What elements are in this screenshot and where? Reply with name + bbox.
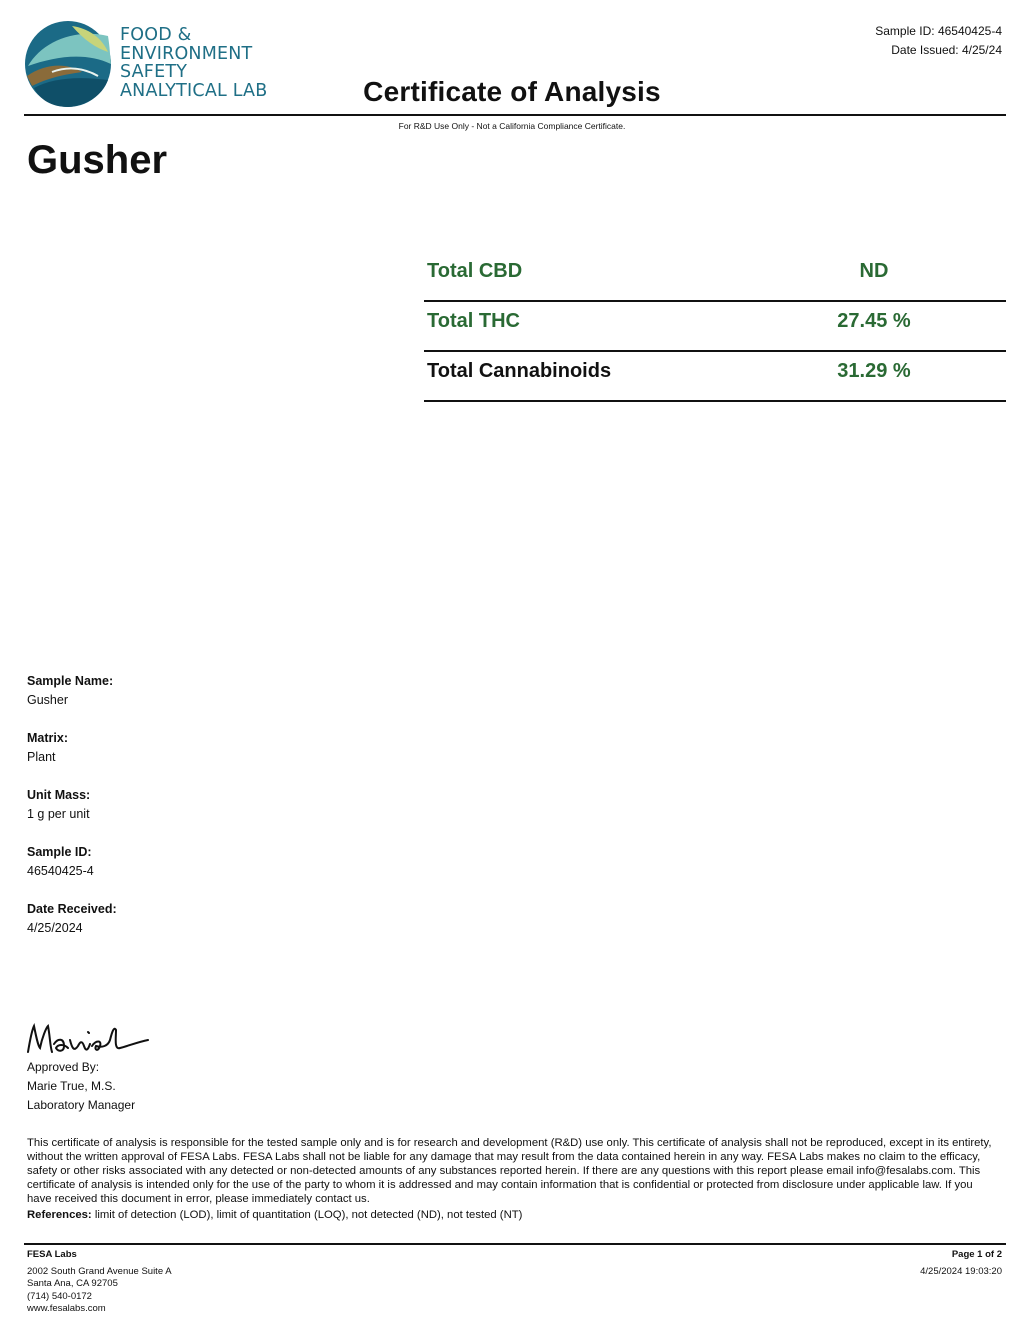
disclaimer-text: This certificate of analysis is responsible for the tested sample only and is for research and development (R&D) use only. This certificate of analysis shall not be reproduced, except in its entirety, without the written approval of FESA Labs. FESA Labs shall not be liable for any damage that may result from the data contained herein in any way. FESA Labs makes no claim to the efficacy, safety or other risks associated with any detected or non-detected amounts of any substances reported herein. If there are any questions with this report please email info@fesalabs.com. This certificate of analysis is intended only for the use of the party to whom it is addressed and may contain information that is confidential or protected from disclosure under applicable law. If you have received this document in error, please immediately contact us. (27, 1137, 992, 1205)
address-line: 2002 South Grand Avenue Suite A (27, 1265, 172, 1277)
detail-matrix: Matrix: Plant (27, 731, 68, 764)
summary-label: Total CBD (427, 260, 523, 282)
page-number: Page 1 of 2 (951, 1249, 1002, 1260)
company-name: FESA Labs (27, 1249, 77, 1260)
summary-row-total-cbd (424, 252, 1006, 302)
footer-divider (24, 1243, 1006, 1245)
approved-by-label: Approved By: (27, 1060, 100, 1074)
summary-label: Total Cannabinoids (427, 360, 612, 382)
detail-date-received: Date Received: 4/25/2024 (27, 902, 117, 935)
product-name: Gusher (27, 138, 168, 182)
detail-sample-id: Sample ID: 46540425-4 (27, 845, 94, 878)
summary-row-total-cannabinoids (424, 352, 1006, 402)
signature-icon (24, 1018, 154, 1060)
summary-value: 27.45 % (837, 310, 911, 332)
summary-label: Total THC (427, 310, 520, 332)
approval-block (27, 1058, 135, 1115)
print-timestamp: 4/25/2024 19:03:20 (920, 1265, 1002, 1277)
references-line: References: limit of detection (LOD), limit of quantitation (LOQ), not detected (ND), not tested (NT) (27, 1209, 523, 1221)
fesa-logo-wordmark: FOOD & ENVIRONMENT SAFETY ANALYTICAL LAB (120, 25, 268, 101)
approver-role: Laboratory Manager (27, 1098, 136, 1112)
footer-page-info (920, 1249, 1002, 1278)
website-link[interactable]: www.fesalabs.com (27, 1303, 106, 1314)
sample-details (27, 672, 117, 957)
summary-row-total-thc (424, 302, 1006, 352)
document-title: Certificate of Analysis (363, 76, 661, 107)
compliance-note: For R&D Use Only - Not a California Compliance Certificate. (398, 121, 626, 131)
header-divider (24, 114, 1006, 116)
footer-company (27, 1249, 172, 1316)
phone-line: (714) 540-0172 (27, 1290, 92, 1302)
certificate-meta (875, 22, 1002, 60)
detail-sample-name: Sample Name: Gusher (27, 674, 114, 707)
sample-id-line: Sample ID: 46540425-4 (875, 24, 1002, 38)
date-issued-line: Date Issued: 4/25/24 (891, 43, 1002, 57)
address-line: Santa Ana, CA 92705 (27, 1278, 118, 1289)
detail-unit-mass: Unit Mass: 1 g per unit (27, 788, 91, 821)
summary-value: ND (859, 260, 889, 282)
approver-name: Marie True, M.S. (27, 1079, 116, 1093)
cannabinoid-summary-table (424, 252, 1006, 402)
summary-value: 31.29 % (837, 360, 911, 382)
